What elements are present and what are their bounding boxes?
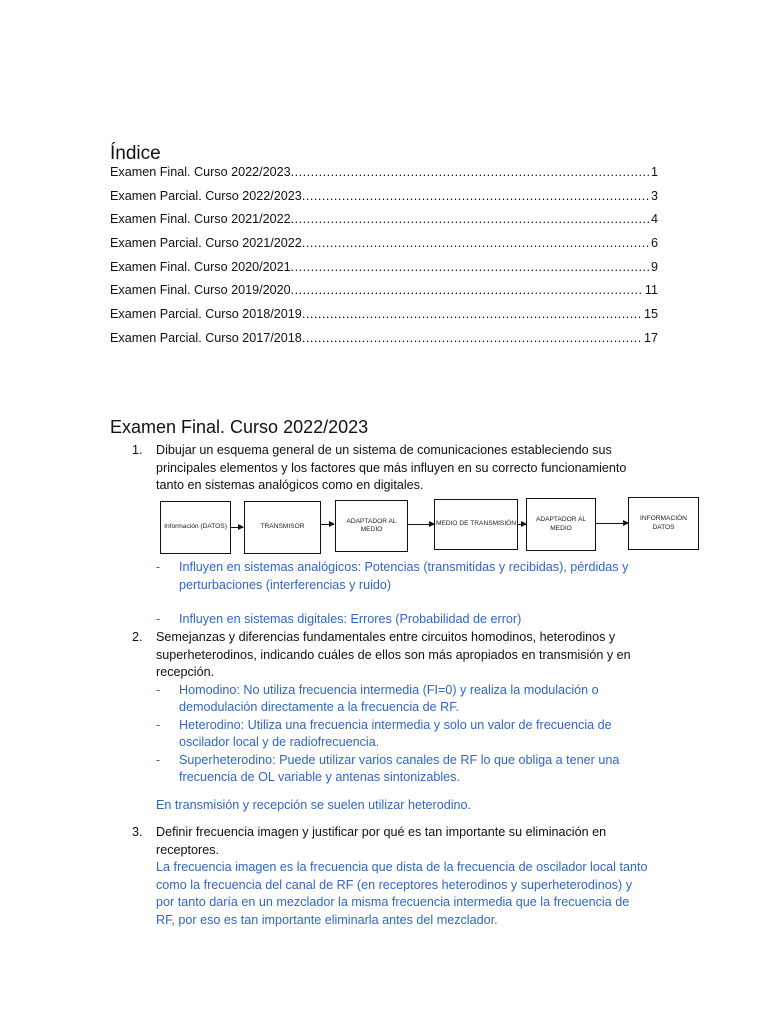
diagram-box-adapter: ADAPTADOR AL MEDIO xyxy=(335,500,408,552)
toc-entry-page: 11 xyxy=(644,283,658,298)
communication-system-diagram xyxy=(150,496,710,558)
question-text: Definir frecuencia imagen y justificar por qué es tan importante su eliminación en receptores. xyxy=(156,825,607,857)
question-2 xyxy=(110,629,650,814)
bullet-item: - Influyen en sistemas analógicos: Potencias (transmitidas y recibidas), pérdidas y perturbaciones (interferencias y ruido) xyxy=(156,560,629,592)
bullet-item: - Homodino: No utiliza frecuencia intermedia (FI=0) y realiza la modulación o demodulación directamente a la frecuencia de RF. xyxy=(156,682,599,714)
toc-title: Índice xyxy=(110,143,161,164)
toc-entry-title: Examen Final. Curso 2019/2020 xyxy=(110,283,291,298)
toc-entry-title: Examen Final. Curso 2020/2021 xyxy=(110,259,291,274)
toc-entry-page: 3 xyxy=(650,188,658,203)
diagram-box-transmitter: TRANSMISOR xyxy=(244,501,321,554)
toc-entry[interactable] xyxy=(110,165,658,189)
toc-entry-page: 9 xyxy=(650,259,658,274)
section-title: Examen Final. Curso 2022/2023 xyxy=(110,417,369,437)
toc-entry[interactable] xyxy=(110,189,658,213)
toc-entry-title: Examen Parcial. Curso 2018/2019 xyxy=(110,307,302,322)
question-number: 3. xyxy=(132,825,143,839)
toc-entry[interactable] xyxy=(110,331,658,355)
toc-entry[interactable] xyxy=(110,236,658,260)
toc-entry-title: Examen Parcial. Curso 2017/2018 xyxy=(110,330,302,345)
toc-entry-title: Examen Parcial. Curso 2021/2022 xyxy=(110,236,302,251)
diagram-arrow xyxy=(231,527,243,528)
question-3 xyxy=(110,824,650,929)
question-text: Semejanzas y diferencias fundamentales entre circuitos homodinos, heterodinos y superheterodinos, indicando cuáles de ellos son más apropiados en transmisión y en recepción. xyxy=(156,630,631,679)
bullet-text: Influyen en sistemas analógicos: Potencias (transmitidas y recibidas), pérdidas y perturbaciones (interferencias y ruido) xyxy=(179,560,629,592)
bullet-item: - Influyen en sistemas digitales: Errores (Probabilidad de error) xyxy=(156,612,522,626)
toc-entry[interactable] xyxy=(110,260,658,284)
question-text: Dibujar un esquema general de un sistema de comunicaciones estableciendo sus principales elementos y los factores que más influyen en su correcto funcionamiento tanto en sistemas analógicos como en digitales. xyxy=(156,443,627,492)
diagram-box-adapter: ADAPTADOR AL MEDIO xyxy=(526,498,596,551)
question-number: 1. xyxy=(132,443,143,457)
bullet-item: - Heterodino: Utiliza una frecuencia intermedia y solo un valor de frecuencia de oscilador local y de radiofrecuencia. xyxy=(156,717,612,749)
toc-entry[interactable] xyxy=(110,307,658,331)
diagram-box-information: Información (DATOS) xyxy=(160,501,231,554)
toc-entry-page: 1 xyxy=(650,165,658,179)
bullet-text: Influyen en sistemas digitales: Errores (Probabilidad de error) xyxy=(179,612,522,626)
toc-entry[interactable] xyxy=(110,212,658,236)
bullet-item: - Superheterodino: Puede utilizar varios canales de RF lo que obliga a tener una frecuencia de OL variable y antenas sintonizables. xyxy=(156,752,620,784)
bullet-text: Homodino: No utiliza frecuencia intermedia (FI=0) y realiza la modulación o demodulación directamente a la frecuencia de RF. xyxy=(179,682,599,714)
question-1 xyxy=(110,442,650,495)
question-number: 2. xyxy=(132,630,143,644)
diagram-box-information-output: INFORMACIÓN DATOS xyxy=(628,497,699,550)
toc-entry[interactable] xyxy=(110,283,658,307)
toc-entry-page: 4 xyxy=(650,212,658,227)
diagram-arrow xyxy=(518,524,526,525)
bullet-text: Superheterodino: Puede utilizar varios canales de RF lo que obliga a tener una frecuencia de OL variable y antenas sintonizables. xyxy=(179,752,620,784)
diagram-arrow xyxy=(321,524,334,525)
question-1-answers xyxy=(110,559,650,629)
toc-entry-title: Examen Parcial. Curso 2022/2023 xyxy=(110,188,302,203)
diagram-arrow xyxy=(596,523,628,524)
answer-text: En transmisión y recepción se suelen utilizar heterodino. xyxy=(156,797,472,812)
toc-entry-page: 17 xyxy=(643,330,658,345)
table-of-contents xyxy=(110,165,658,355)
bullet-text: Heterodino: Utiliza una frecuencia intermedia y solo un valor de frecuencia de oscilador local y de radiofrecuencia. xyxy=(179,717,612,749)
toc-entry-title: Examen Final. Curso 2022/2023 xyxy=(110,165,291,179)
toc-entry-page: 15 xyxy=(643,307,658,322)
diagram-box-medium: MEDIO DE TRANSMISIÓN xyxy=(434,499,518,550)
toc-entry-title: Examen Final. Curso 2021/2022 xyxy=(110,212,291,227)
answer-text: La frecuencia imagen es la frecuencia que dista de la frecuencia de oscilador local tanto como la frecuencia del canal de RF (en receptores heterodinos y superheterodinos) y por tanto daría en un mezclador la misma frecuencia intermedia que la frecuencia de RF, por eso es tan importante eliminarla antes del mezclador. xyxy=(156,860,648,927)
toc-entry-page: 6 xyxy=(650,236,658,251)
diagram-arrow xyxy=(408,524,434,525)
